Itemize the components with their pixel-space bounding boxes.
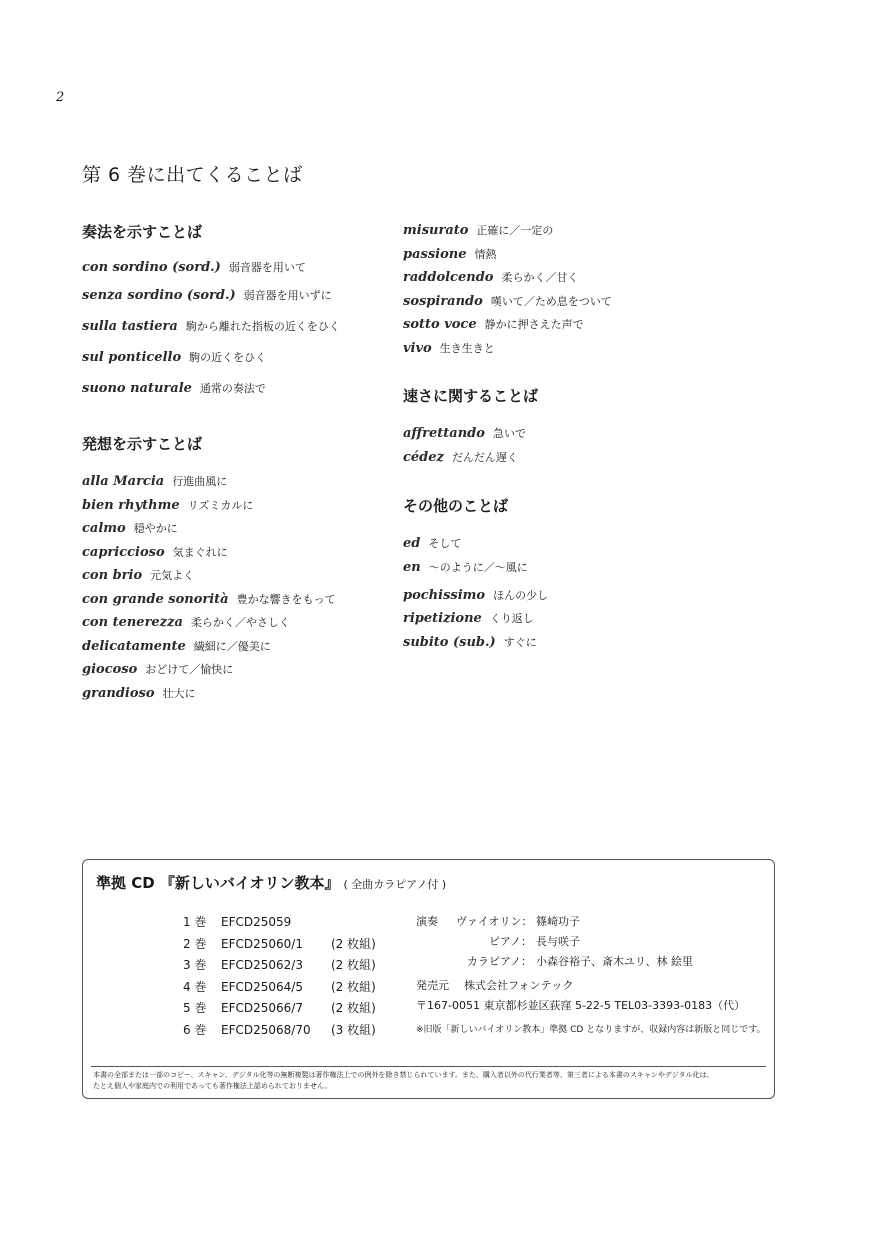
term-row	[403, 337, 783, 361]
section-tempo	[403, 384, 783, 469]
edition-note: ※旧版「新しいバイオリン教本」準拠 CD となりますが、収録内容は新版と同じです。	[416, 1025, 766, 1035]
term: affrettando	[403, 426, 485, 441]
term: pochissimo	[403, 587, 486, 603]
cd-info-box	[82, 859, 775, 1099]
term-row	[82, 658, 382, 682]
volume-number: 4 巻	[183, 979, 207, 994]
performer-row	[416, 952, 693, 972]
volume-number: 6 巻	[183, 1022, 207, 1037]
catalog-code: EFCD25060/1	[221, 936, 303, 951]
performer-name: 篠崎功子	[536, 915, 580, 928]
term-meaning: 壮大に	[162, 686, 196, 700]
term: suono naturale	[82, 381, 192, 396]
copyright-line: 本書の全部または一部のコピー、スキャン、デジタル化等の無断複製は著作権法上での例外を除き禁じられています。また、購入者以外の代行業者等、第三者による本書のスキャンやデジタル化は、	[93, 1071, 714, 1079]
term-row	[403, 290, 783, 314]
term: grandioso	[82, 685, 155, 701]
term-meaning: 〜のように／〜風に	[428, 560, 528, 574]
term-row	[403, 266, 783, 290]
term-meaning: すぐに	[503, 635, 537, 649]
term: bien rhythme	[82, 497, 180, 513]
volume-row	[183, 1020, 376, 1042]
term-meaning: 元気よく	[150, 569, 195, 582]
disc-set: (2 枚組)	[331, 958, 376, 972]
term-meaning: リズミカルに	[187, 498, 254, 512]
term: con tenerezza	[82, 615, 183, 630]
performer-name: 長与咲子	[536, 935, 580, 948]
term-row	[82, 470, 382, 494]
term: ripetizione	[403, 611, 482, 626]
cd-title	[96, 872, 446, 893]
term-meaning: おどけて／愉快に	[145, 663, 234, 676]
volume-number: 2 巻	[183, 936, 207, 951]
term-row	[403, 607, 783, 631]
term: sospirando	[403, 293, 483, 309]
term: senza sordino (sord.)	[82, 288, 236, 303]
term-row	[82, 346, 382, 377]
term-row	[403, 584, 783, 608]
term: passione	[403, 246, 467, 262]
term-row	[82, 635, 382, 659]
term-row	[403, 556, 783, 584]
disc-set: (2 枚組)	[331, 979, 376, 994]
term-meaning: 通常の奏法で	[199, 382, 266, 395]
term-row	[403, 219, 783, 243]
volume-number: 3 巻	[183, 958, 207, 972]
term-meaning: 繊細に／優美に	[193, 639, 271, 653]
performer-role: ヴァイオリン：	[456, 915, 533, 928]
term: en	[403, 559, 421, 575]
term-meaning: 柔らかく／甘く	[501, 271, 579, 284]
publisher-label: 発売元	[416, 979, 449, 992]
term-meaning: 柔らかく／やさしく	[190, 616, 290, 629]
term: con brio	[82, 568, 143, 583]
term-row	[82, 256, 382, 284]
term: ed	[403, 536, 421, 551]
performers-label: 演奏	[416, 915, 438, 928]
term-meaning: 駒から離れた指板の近くをひく	[185, 320, 340, 333]
term-meaning: 生き生きと	[439, 341, 495, 355]
disc-set: (2 枚組)	[331, 936, 376, 951]
section-expression-continued	[403, 219, 783, 360]
term-row	[403, 446, 783, 470]
term-meaning: そして	[428, 537, 462, 550]
volume-row	[183, 998, 376, 1020]
section-heading: 奏法を示すことば	[82, 223, 203, 241]
volume-number: 5 巻	[183, 1001, 207, 1015]
publisher-row	[416, 976, 745, 996]
term-meaning: ほんの少し	[493, 588, 549, 602]
term-meaning: 豊かな響きをもって	[236, 592, 336, 606]
cd-subtitle: ( 全曲カラピアノ付 )	[343, 878, 447, 891]
term-row	[82, 377, 382, 408]
term: alla Marcia	[82, 474, 165, 489]
section-heading: 発想を示すことば	[82, 435, 203, 453]
publisher-address: 〒167-0051 東京都杉並区荻窪 5-22-5 TEL03-3393-0183（代）	[416, 999, 746, 1012]
performer-role: カラピアノ：	[466, 955, 532, 968]
disc-set: (3 枚組)	[331, 1022, 376, 1037]
term: misurato	[403, 223, 469, 238]
performers	[416, 912, 693, 972]
performer-row	[416, 912, 693, 932]
term-meaning: 駒の近くをひく	[189, 351, 267, 364]
term-meaning: 行進曲風に	[172, 475, 228, 488]
term-meaning: 正確に／一定の	[476, 224, 554, 237]
term: calmo	[82, 521, 126, 536]
page-number: 2	[56, 90, 65, 105]
term: capriccioso	[82, 544, 165, 560]
section-heading: その他のことば	[403, 497, 509, 515]
term-meaning: 気まぐれに	[172, 545, 228, 559]
catalog-code: EFCD25064/5	[221, 979, 303, 994]
volume-row	[183, 934, 376, 956]
term: sul ponticello	[82, 350, 182, 365]
left-column	[82, 220, 382, 705]
term-row	[82, 494, 382, 518]
volume-row	[183, 912, 376, 934]
term: subito (sub.)	[403, 634, 496, 650]
copyright-notice	[93, 1070, 713, 1092]
term-meaning: 急いで	[492, 427, 526, 440]
term: raddolcendo	[403, 270, 494, 285]
right-column	[403, 219, 783, 654]
term-row	[82, 564, 382, 588]
publisher-info	[416, 976, 745, 1016]
volume-number: 1 巻	[183, 915, 207, 929]
term-meaning: 穏やかに	[133, 522, 178, 535]
term-meaning: くり返し	[489, 612, 534, 625]
term: vivo	[403, 340, 432, 356]
volume-row	[183, 955, 376, 977]
section-heading: 速さに関することば	[403, 387, 539, 405]
term-meaning: 情熱	[474, 247, 497, 261]
term-row	[82, 588, 382, 612]
performer-name: 小森谷裕子、斎木ユリ、林 絵里	[536, 955, 693, 968]
divider	[91, 1066, 766, 1067]
term-row	[403, 532, 783, 556]
term-meaning: だんだん遅く	[451, 450, 518, 464]
term: delicatamente	[82, 638, 186, 654]
term-row	[82, 682, 382, 706]
catalog-code: EFCD25059	[221, 915, 292, 929]
term-meaning: 弱音器を用いて	[228, 261, 306, 274]
publisher-name: 株式会社フォンテック	[464, 979, 574, 992]
term-row	[82, 284, 382, 315]
term-row	[403, 243, 783, 267]
term: con sordino (sord.)	[82, 260, 221, 275]
term-row	[82, 315, 382, 346]
disc-set: (2 枚組)	[331, 1001, 376, 1015]
performer-role: ピアノ：	[488, 935, 532, 948]
section-other	[403, 494, 783, 654]
term-row	[403, 313, 783, 337]
term-row	[82, 517, 382, 541]
section-expression	[82, 432, 382, 705]
volume-row	[183, 977, 376, 999]
term-row	[403, 631, 783, 655]
catalog-code: EFCD25066/7	[221, 1001, 303, 1015]
term-meaning: 弱音器を用いずに	[243, 289, 332, 302]
term: con grande sonorità	[82, 591, 229, 607]
page-title: 第 6 巻に出てくることば	[82, 164, 303, 186]
copyright-line: たとえ個人や家庭内での利用であっても著作権法上認められておりません。	[93, 1082, 332, 1090]
term-row	[82, 541, 382, 565]
cd-title-text: 準拠 CD 『新しいバイオリン教本』	[96, 874, 340, 892]
volume-list	[183, 912, 376, 1041]
term: cédez	[403, 449, 444, 465]
catalog-code: EFCD25062/3	[221, 958, 303, 972]
term: sotto voce	[403, 317, 477, 332]
term: sulla tastiera	[82, 319, 178, 334]
term-meaning: 嘆いて／ため息をついて	[490, 294, 612, 308]
term-meaning: 静かに押さえた声で	[484, 318, 584, 331]
term-row	[82, 611, 382, 635]
section-playing-techniques	[82, 220, 382, 408]
catalog-code: EFCD25068/70	[221, 1022, 311, 1037]
term-row	[403, 422, 783, 446]
performer-row	[416, 932, 693, 952]
term: giocoso	[82, 662, 138, 677]
